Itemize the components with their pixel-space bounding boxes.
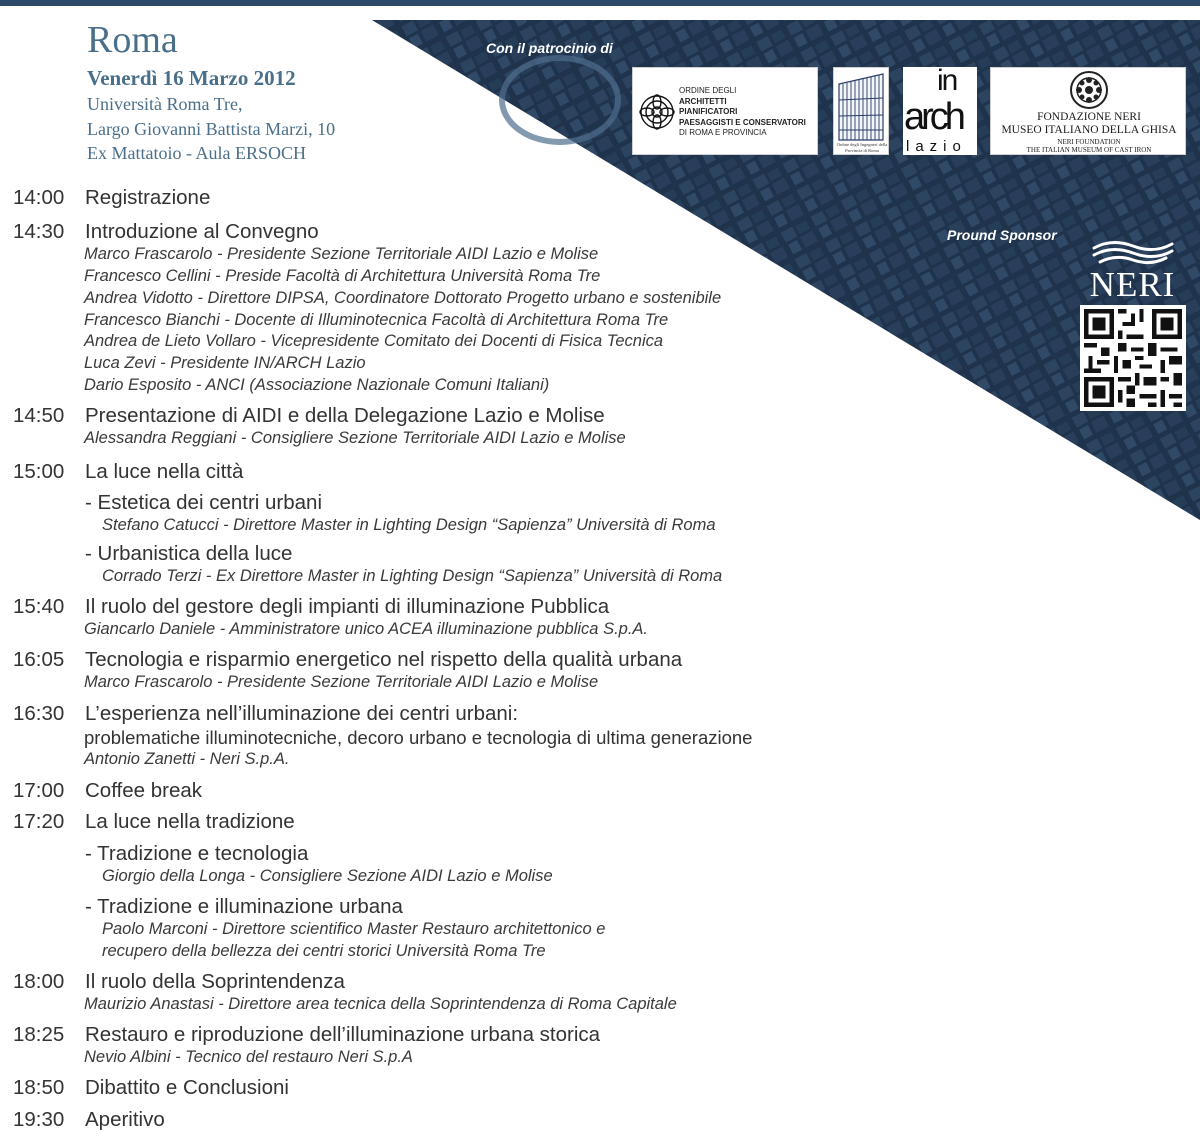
inarch-in: in bbox=[937, 64, 957, 97]
speaker: Dario Esposito - ANCI (Associazione Nazionale Comuni Italiani) bbox=[84, 376, 550, 394]
session-title: Coffee break bbox=[85, 779, 203, 802]
patronage-label: Con il patrocinio di bbox=[486, 40, 613, 56]
session-time: 19:30 bbox=[13, 1108, 65, 1131]
fondazione-neri-logo bbox=[990, 67, 1186, 155]
session-time: 18:25 bbox=[13, 1023, 65, 1046]
speaker: Corrado Terzi - Ex Direttore Master in Lighting Design “Sapienza” Università di Roma bbox=[102, 567, 723, 585]
speaker: Marco Frascarolo - Presidente Sezione Territoriale AIDI Lazio e Molise bbox=[84, 673, 599, 691]
session-time: 18:00 bbox=[13, 970, 65, 993]
speaker: Francesco Cellini - Preside Facoltà di Architettura Università Roma Tre bbox=[84, 267, 601, 285]
session-title: Tecnologia e risparmio energetico nel rispetto della qualità urbana bbox=[85, 648, 683, 671]
speaker: Luca Zevi - Presidente IN/ARCH Lazio bbox=[84, 354, 366, 372]
waves-icon bbox=[1090, 238, 1176, 266]
sub-session-title: - Urbanistica della luce bbox=[85, 542, 293, 565]
session-time: 14:00 bbox=[13, 186, 65, 209]
session-title: Restauro e riproduzione dell’illuminazione urbana storica bbox=[85, 1023, 601, 1046]
speaker: recupero della bellezza dei centri storici Università Roma Tre bbox=[102, 942, 546, 960]
inarch-arch: arch bbox=[904, 96, 962, 138]
speaker: Andrea de Lieto Vollaro - Vicepresidente Comitato dei Docenti di Fisica Tecnica bbox=[84, 332, 664, 350]
session-time: 14:50 bbox=[13, 404, 65, 427]
session-time: 17:20 bbox=[13, 810, 65, 833]
speaker: Francesco Bianchi - Docente di Illuminotecnica Facoltà di Architettura Roma Tre bbox=[84, 311, 669, 329]
speaker: Antonio Zanetti - Neri S.p.A. bbox=[84, 750, 290, 768]
sub-session-title: - Tradizione e illuminazione urbana bbox=[85, 895, 403, 918]
speaker: Maurizio Anastasi - Direttore area tecnica della Soprintendenza di Roma Capitale bbox=[84, 995, 677, 1013]
building-icon bbox=[835, 70, 889, 144]
session-title: La luce nella tradizione bbox=[85, 810, 295, 833]
speaker: Giancarlo Daniele - Amministratore unico ACEA illuminazione pubblica S.p.A. bbox=[84, 620, 649, 638]
speaker: Paolo Marconi - Direttore scientifico Master Restauro architettonico e bbox=[102, 920, 606, 938]
session-title: Presentazione di AIDI e della Delegazione Lazio e Molise bbox=[85, 404, 605, 427]
logo-text: MUSEO ITALIANO DELLA GHISA bbox=[1001, 124, 1177, 136]
session-time: 17:00 bbox=[13, 779, 65, 802]
session-title: Aperitivo bbox=[85, 1108, 165, 1131]
mandala-icon bbox=[639, 90, 675, 134]
qr-code[interactable] bbox=[1080, 305, 1186, 411]
inarch-lazio-logo bbox=[903, 64, 977, 155]
speaker: Stefano Catucci - Direttore Master in Lighting Design “Sapienza” Università di Roma bbox=[102, 516, 716, 534]
logo-text: PIANIFICATORI bbox=[679, 107, 738, 116]
session-time: 14:30 bbox=[13, 220, 65, 243]
address-line: Ex Mattatoio - Aula ERSOCH bbox=[87, 143, 306, 163]
address-line: Largo Giovanni Battista Marzi, 10 bbox=[87, 118, 336, 139]
session-title: La luce nella città bbox=[85, 460, 244, 483]
logo-caption: Ordine degli Ingegneri della Provincia di Roma bbox=[836, 142, 888, 153]
speaker: Marco Frascarolo - Presidente Sezione Territoriale AIDI Lazio e Molise bbox=[84, 245, 599, 263]
ordine-architetti-logo bbox=[632, 67, 818, 155]
speaker: Giorgio della Longa - Consigliere Sezione AIDI Lazio e Molise bbox=[102, 867, 553, 885]
session-time: 16:30 bbox=[13, 702, 65, 725]
rosette-icon bbox=[1069, 70, 1109, 110]
sponsor-label: Pround Sponsor bbox=[947, 227, 1057, 243]
logo-text: FONDAZIONE NERI bbox=[1037, 111, 1141, 123]
session-subtitle: problematiche illuminotecniche, decoro urbano e tecnologia di ultima generazione bbox=[84, 727, 753, 748]
inarch-lazio: lazio bbox=[906, 138, 967, 155]
logo-text: ARCHITETTI bbox=[679, 96, 727, 106]
sponsor-name: NERI bbox=[1089, 265, 1176, 304]
event-header bbox=[87, 18, 335, 166]
address-line: Università Roma Tre, bbox=[87, 94, 243, 114]
session-title: Registrazione bbox=[85, 186, 211, 209]
event-date: Venerdì 16 Marzo 2012 bbox=[87, 66, 296, 90]
session-title: Introduzione al Convegno bbox=[85, 220, 319, 243]
session-title: Il ruolo del gestore degli impianti di illuminazione Pubblica bbox=[85, 595, 610, 618]
speaker: Alessandra Reggiani - Consigliere Sezione Territoriale AIDI Lazio e Molise bbox=[84, 429, 626, 447]
session-title: Il ruolo della Soprintendenza bbox=[85, 970, 345, 993]
session-title: Dibattito e Conclusioni bbox=[85, 1076, 289, 1099]
sub-session-title: - Estetica dei centri urbani bbox=[85, 491, 323, 514]
session-time: 15:40 bbox=[13, 595, 65, 618]
logo-text: THE ITALIAN MUSEUM OF CAST IRON bbox=[1026, 146, 1152, 154]
session-time: 18:50 bbox=[13, 1076, 65, 1099]
logo-text: DI ROMA E PROVINCIA bbox=[679, 128, 767, 137]
sub-session-title: - Tradizione e tecnologia bbox=[85, 842, 309, 865]
logo-text: PAESAGGISTI E CONSERVATORI bbox=[679, 117, 806, 127]
ordine-ingegneri-logo bbox=[833, 67, 889, 155]
session-time: 16:05 bbox=[13, 648, 65, 671]
session-title: L’esperienza nell’illuminazione dei centri urbani: bbox=[85, 702, 519, 725]
logo-text: ORDINE DEGLI bbox=[679, 86, 737, 95]
speaker: Andrea Vidotto - Direttore DIPSA, Coordinatore Dottorato Progetto urbano e sostenibile bbox=[84, 289, 722, 307]
speaker: Nevio Albini - Tecnico del restauro Neri S.p.A bbox=[84, 1048, 413, 1066]
session-time: 15:00 bbox=[13, 460, 65, 483]
city-title: Roma bbox=[87, 19, 178, 61]
logo-text: NERI FOUNDATION bbox=[1057, 138, 1121, 146]
